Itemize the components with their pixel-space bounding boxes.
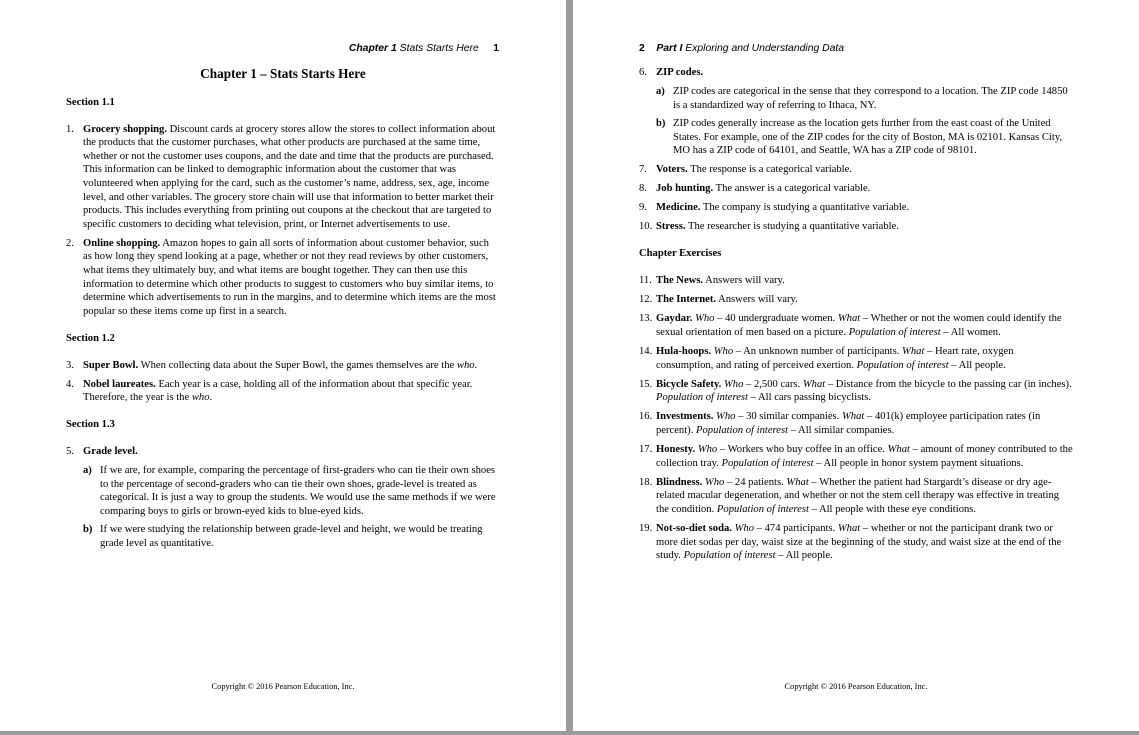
what-label: What — [837, 522, 861, 534]
who-text: 474 participants. — [764, 522, 836, 534]
population-text: All women. — [950, 326, 1001, 338]
item-number: 15. — [639, 378, 653, 390]
item-title: ZIP codes. — [656, 67, 704, 78]
what-label: What — [902, 345, 925, 357]
item-title: Super Bowl. — [83, 359, 139, 371]
exercise-item — [66, 123, 496, 232]
population-text: All cars passing bicyclists. — [758, 392, 872, 404]
exercise-item — [639, 66, 1073, 80]
exercise-item — [639, 443, 1073, 470]
item-number: 10. — [639, 221, 653, 233]
item-title: Online shopping. — [83, 237, 161, 249]
page-number: 2 — [639, 43, 645, 54]
dash: – — [860, 522, 871, 534]
population-label: Population of interest — [696, 424, 789, 436]
item-number: 18. — [639, 476, 653, 488]
what-label: What — [802, 378, 826, 390]
running-head-title: Stats Starts Here — [399, 43, 479, 54]
exercise-item — [639, 201, 1073, 215]
item-emphasis: who — [456, 359, 475, 371]
item-title: Bicycle Safety. — [656, 378, 722, 390]
item-number: 12. — [639, 294, 653, 306]
running-head-left — [349, 42, 499, 56]
right-page — [573, 0, 1139, 731]
dash: – — [864, 411, 875, 423]
exercise-item — [66, 445, 496, 459]
what-text: Whether the patient had Stargardt’s disease or dry age-related macular degeneration, and whether or not the stem cell therapy was effective in treating the condition. — [656, 476, 1060, 515]
item-title: The Internet. — [656, 294, 717, 306]
exercise-item — [639, 274, 1073, 288]
who-label: Who — [713, 345, 734, 357]
population-text: All people. — [958, 359, 1006, 371]
item-title: Blindness. — [656, 476, 703, 488]
right-content — [639, 66, 1073, 568]
exercise-item — [639, 345, 1073, 372]
who-text: Workers who buy coffee in an office. — [727, 443, 885, 455]
dash: – — [788, 424, 799, 436]
dash: – — [948, 359, 959, 371]
item-title: Investments. — [656, 411, 714, 423]
population-label: Population of interest — [716, 503, 809, 515]
population-label: Population of interest — [848, 326, 941, 338]
item-number: 1. — [66, 123, 74, 135]
exercise-item — [639, 476, 1073, 517]
item-title: Medicine. — [656, 202, 701, 214]
population-text: All people in honor system payment situations. — [823, 457, 1024, 469]
section-heading: Section 1.3 — [66, 419, 115, 431]
population-text: All similar companies. — [798, 424, 895, 436]
item-number: 2. — [66, 237, 74, 249]
sub-item-text: ZIP codes are categorical in the sense that they correspond to a location. The ZIP code 14850 is a standardized way of referring to Ithaca, NY. — [673, 86, 1068, 111]
who-label: Who — [697, 443, 718, 455]
item-text: When collecting data about the Super Bowl, the games themselves are the — [140, 359, 457, 371]
exercise-item — [639, 378, 1073, 405]
item-number: 7. — [639, 164, 647, 176]
what-text: Whether or not the women could identify the sexual orientation of men based on a picture. — [656, 313, 1062, 338]
exercise-item — [66, 237, 496, 319]
sub-item — [66, 523, 496, 550]
dash: – — [724, 476, 735, 488]
item-title: The News. — [656, 275, 704, 287]
page-number: 1 — [493, 43, 499, 54]
copyright-footer: Copyright © 2016 Pearson Education, Inc. — [211, 682, 355, 691]
chapter-title: Chapter 1 – Stats Starts Here — [200, 66, 366, 81]
running-head-chapter: Chapter 1 — [348, 43, 397, 54]
dash: – — [735, 411, 747, 423]
dash: – — [775, 550, 786, 562]
who-text: 40 undergraduate women. — [725, 313, 836, 325]
population-label: Population of interest — [656, 392, 749, 404]
item-title: Job hunting. — [656, 183, 714, 195]
exercise-item — [639, 410, 1073, 437]
dash: – — [808, 503, 819, 515]
item-number: 8. — [639, 183, 647, 195]
section-heading: Section 1.2 — [66, 332, 115, 344]
item-emphasis: who — [191, 392, 210, 404]
left-page — [0, 0, 566, 731]
dash: – — [940, 326, 951, 338]
item-title: Gaydar. — [656, 313, 693, 325]
item-number: 5. — [66, 445, 74, 457]
what-text: 401(k) employee participation rates (in percent). — [656, 411, 1041, 436]
dash: – — [743, 378, 754, 390]
sub-item-letter: a) — [83, 464, 92, 476]
item-text: Each year is a case, holding all of the information about that specific year. Therefore, the year is the — [83, 378, 473, 404]
who-text: 30 similar companies. — [746, 411, 840, 423]
item-number: 14. — [639, 345, 653, 357]
copyright-footer: Copyright © 2016 Pearson Education, Inc. — [784, 682, 928, 691]
dash: – — [754, 522, 765, 534]
dash: – — [860, 313, 871, 325]
exercise-item — [639, 293, 1073, 307]
sub-item — [639, 85, 1073, 112]
item-title: Voters. — [656, 164, 688, 176]
item-number: 11. — [639, 275, 652, 287]
item-title: Stress. — [656, 221, 686, 233]
sub-item — [639, 117, 1073, 158]
population-text: All people with these eye conditions. — [818, 503, 977, 515]
item-number: 17. — [639, 443, 653, 455]
what-text: Heart rate, oxygen consumption, and rating of perceived exertion. — [656, 345, 1014, 371]
exercise-item — [639, 522, 1073, 563]
item-tail: . — [209, 392, 213, 404]
item-text: The company is studying a quantitative variable. — [702, 202, 910, 214]
what-label: What — [887, 443, 910, 455]
dash: – — [714, 313, 726, 325]
dash: – — [748, 392, 759, 404]
item-title: Nobel laureates. — [83, 378, 156, 390]
item-number: 3. — [66, 359, 74, 371]
population-text: All people. — [785, 550, 833, 562]
dash: – — [909, 443, 921, 455]
sub-item-letter: b) — [656, 118, 666, 130]
item-title: Grade level. — [83, 445, 138, 457]
item-text: Discount cards at grocery stores allow the stores to collect information about the products that the customer purchases, what other products are purchased at the same time, whether or not the customer uses coupons, and the date and time that the products are purchased. This information can be linked to demographic information about the customer that was volunteered when applying for the card, such as the customer’s name, address, sex, age, income level, and other variables. The grocery store chain will use that information to better market their products. This includes everything from printing out coupons at the checkout that are targeted to specific customers to deciding what television, print, or Internet advertisements to use. — [83, 123, 496, 230]
exercise-item — [66, 359, 496, 373]
exercise-item — [639, 182, 1073, 196]
item-number: 19. — [639, 522, 653, 534]
item-title: Hula-hoops. — [656, 345, 712, 357]
dash: – — [924, 345, 936, 357]
item-title: Not-so-diet soda. — [656, 522, 732, 534]
item-number: 6. — [639, 67, 647, 78]
sub-item-letter: b) — [83, 524, 93, 536]
what-text: amount of money contributed to the collection tray. — [656, 443, 1073, 469]
dash: – — [733, 345, 744, 357]
who-text: An unknown number of participants. — [743, 345, 900, 357]
who-label: Who — [723, 378, 744, 390]
sub-item-text: ZIP codes generally increase as the location gets further from the east coast of the United States. For example, one of the ZIP codes for the city of Boston, MA is 02101. Kansas City, MO has a ZIP code of 64101, and Seattle, WA has a ZIP code of 98101. — [673, 118, 1063, 157]
left-content — [66, 96, 496, 556]
item-number: 9. — [639, 202, 647, 214]
running-head-right — [639, 42, 844, 56]
exercise-item — [639, 163, 1073, 177]
sub-item-letter: a) — [656, 86, 665, 98]
sub-item — [66, 464, 496, 518]
who-label: Who — [695, 313, 715, 325]
section-heading: Section 1.1 — [66, 97, 115, 108]
item-text: Amazon hopes to gain all sorts of information about customer behavior, such as how long they spend looking at a page, whether or not they read reviews by other customers, what items they ultimately buy, and what items are bought together. They can then use this information to determine which other products to suggest to customers who buy similar items, to determine which advertisements to run in the margins, and to determine which items are the most popular so these items come up first in a search. — [83, 237, 496, 317]
section-heading: Chapter Exercises — [639, 248, 722, 260]
item-text: Answers will vary. — [705, 275, 785, 287]
what-label: What — [841, 411, 865, 423]
exercise-item — [639, 220, 1073, 234]
sub-item-text: If we are, for example, comparing the percentage of first-graders who can tie their own shoes to the percentage of second-graders who can tie their own shoes, grade-level is treated as categorical. It is just a way to group the students. We would use the same methods if we were comparing boys to girls or brown-eyed kids to blue-eyed kids. — [100, 464, 496, 517]
item-title: Honesty. — [656, 443, 696, 455]
item-text: The researcher is studying a quantitative variable. — [688, 221, 899, 233]
exercise-item — [639, 312, 1073, 339]
who-label: Who — [704, 476, 725, 488]
dash: – — [813, 457, 824, 469]
what-label: What — [837, 313, 861, 325]
who-label: Who — [716, 411, 736, 423]
item-tail: . — [474, 359, 478, 371]
item-number: 16. — [639, 411, 653, 423]
who-text: 2,500 cars. — [753, 378, 801, 390]
item-number: 13. — [639, 313, 653, 325]
dash: – — [808, 476, 820, 488]
dash: – — [825, 378, 836, 390]
item-text: The response is a categorical variable. — [690, 164, 852, 176]
item-text: Answers will vary. — [718, 294, 798, 306]
item-number: 4. — [66, 378, 74, 390]
dash: – — [717, 443, 728, 455]
running-head-part: Part I — [656, 43, 683, 54]
item-text: The answer is a categorical variable. — [715, 183, 871, 195]
what-label: What — [786, 476, 809, 488]
population-label: Population of interest — [721, 457, 814, 469]
population-label: Population of interest — [683, 550, 776, 562]
sub-item-text: If we were studying the relationship between grade-level and height, we would be treating grade level as quantitative. — [100, 524, 483, 549]
what-text: Distance from the bicycle to the passing car (in inches). — [835, 378, 1072, 390]
exercise-item — [66, 378, 496, 405]
who-label: Who — [734, 522, 754, 534]
running-head-title: Exploring and Understanding Data — [685, 43, 845, 54]
item-title: Grocery shopping. — [83, 123, 167, 135]
population-label: Population of interest — [856, 359, 949, 371]
what-text: whether or not the participant drank two or more diet sodas per day, waist size at the beginning of the study, and waist size at the end of the study. — [656, 522, 1062, 562]
who-text: 24 patients. — [734, 476, 784, 488]
